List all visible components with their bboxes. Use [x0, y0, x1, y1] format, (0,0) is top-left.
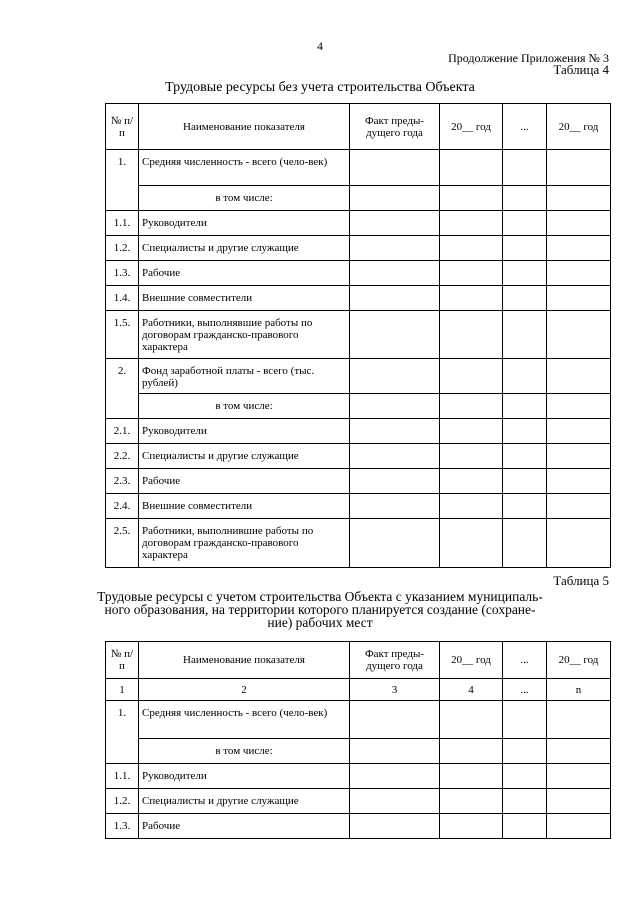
- row-name: Средняя численность - всего (чело-век): [139, 150, 350, 186]
- table-row: [106, 764, 611, 789]
- row-num: 1.4.: [106, 286, 139, 311]
- row-name: Специалисты и другие служащие: [139, 789, 350, 814]
- table-row: [106, 701, 611, 739]
- header-yearn: 20__ год: [547, 642, 611, 679]
- col-number: n: [547, 679, 611, 701]
- row-num: 2.4.: [106, 494, 139, 519]
- appendix-continuation: Продолжение Приложения № 3: [448, 51, 609, 65]
- header-num: № п/п: [106, 104, 139, 150]
- header-year1: 20__ год: [440, 642, 503, 679]
- table-row: [106, 311, 611, 359]
- row-num: [106, 739, 139, 764]
- table-row: [106, 150, 611, 186]
- table-row: [106, 186, 611, 211]
- row-num: 1.3.: [106, 261, 139, 286]
- row-name: в том числе:: [139, 186, 350, 211]
- row-num: 2.5.: [106, 519, 139, 568]
- header-num: № п/п: [106, 642, 139, 679]
- row-num: 2.2.: [106, 444, 139, 469]
- table-row: [106, 419, 611, 444]
- row-name: Руководители: [139, 764, 350, 789]
- row-num: 1.5.: [106, 311, 139, 359]
- table-row: [106, 469, 611, 494]
- table-row: [106, 211, 611, 236]
- col-number: 2: [139, 679, 350, 701]
- header-dots: ...: [503, 104, 547, 150]
- header-fact: Факт преды-дущего года: [350, 642, 440, 679]
- table5-title-line: ние) рабочих мест: [267, 615, 373, 630]
- row-name: Внешние совместители: [139, 494, 350, 519]
- header-name: Наименование показателя: [139, 642, 350, 679]
- row-num: [106, 186, 139, 211]
- table-row: [106, 519, 611, 568]
- table-row: [106, 359, 611, 394]
- table-row: [106, 789, 611, 814]
- row-name: Средняя численность - всего (чело-век): [139, 701, 350, 739]
- row-name: Специалисты и другие служащие: [139, 444, 350, 469]
- row-num: 2.: [106, 359, 139, 394]
- row-name: Специалисты и другие служащие: [139, 236, 350, 261]
- header-dots: ...: [503, 642, 547, 679]
- header-yearn: 20__ год: [547, 104, 611, 150]
- table-row: [106, 814, 611, 839]
- col-number: 1: [106, 679, 139, 701]
- row-num: 1.: [106, 701, 139, 739]
- page-number: 4: [317, 39, 323, 53]
- table4: [105, 103, 611, 568]
- row-num: 1.2.: [106, 789, 139, 814]
- row-name: в том числе:: [139, 739, 350, 764]
- row-num: 1.1.: [106, 764, 139, 789]
- table-header-row: [106, 642, 611, 679]
- row-name: Работники, выполнявшие работы по договорам гражданско-правового характера: [139, 311, 350, 359]
- row-num: 1.2.: [106, 236, 139, 261]
- table5: [105, 641, 611, 839]
- table-row: [106, 261, 611, 286]
- table5-title-line: ного образования, на территории которого планируется создание (сохране-: [104, 602, 536, 617]
- column-number-row: [106, 679, 611, 701]
- table-row: [106, 444, 611, 469]
- row-name: Рабочие: [139, 261, 350, 286]
- table5-title-line: Трудовые ресурсы с учетом строительства Объекта с указанием муниципаль-: [97, 589, 543, 604]
- row-name: в том числе:: [139, 394, 350, 419]
- row-name: Руководители: [139, 211, 350, 236]
- table-row: [106, 739, 611, 764]
- row-num: 1.1.: [106, 211, 139, 236]
- table-row: [106, 236, 611, 261]
- row-num: [106, 394, 139, 419]
- row-num: 1.: [106, 150, 139, 186]
- row-name: Рабочие: [139, 814, 350, 839]
- table-row: [106, 394, 611, 419]
- table4-title: Трудовые ресурсы без учета строительства Объекта: [165, 80, 475, 95]
- table-row: [106, 286, 611, 311]
- row-name: Рабочие: [139, 469, 350, 494]
- row-name: Фонд заработной платы - всего (тыс. рублей): [139, 359, 350, 394]
- row-name: Внешние совместители: [139, 286, 350, 311]
- header-year1: 20__ год: [440, 104, 503, 150]
- row-name: Работники, выполнившие работы по договорам гражданско-правового характера: [139, 519, 350, 568]
- row-num: 2.3.: [106, 469, 139, 494]
- table-row: [106, 494, 611, 519]
- col-number: 3: [350, 679, 440, 701]
- row-name: Руководители: [139, 419, 350, 444]
- table4-label: Таблица 4: [553, 62, 609, 77]
- header-name: Наименование показателя: [139, 104, 350, 150]
- row-num: 2.1.: [106, 419, 139, 444]
- table-header-row: [106, 104, 611, 150]
- table5-label: Таблица 5: [553, 573, 609, 588]
- table5-title: [0, 590, 640, 629]
- row-num: 1.3.: [106, 814, 139, 839]
- col-number: 4: [440, 679, 503, 701]
- header-fact: Факт преды-дущего года: [350, 104, 440, 150]
- col-number: ...: [503, 679, 547, 701]
